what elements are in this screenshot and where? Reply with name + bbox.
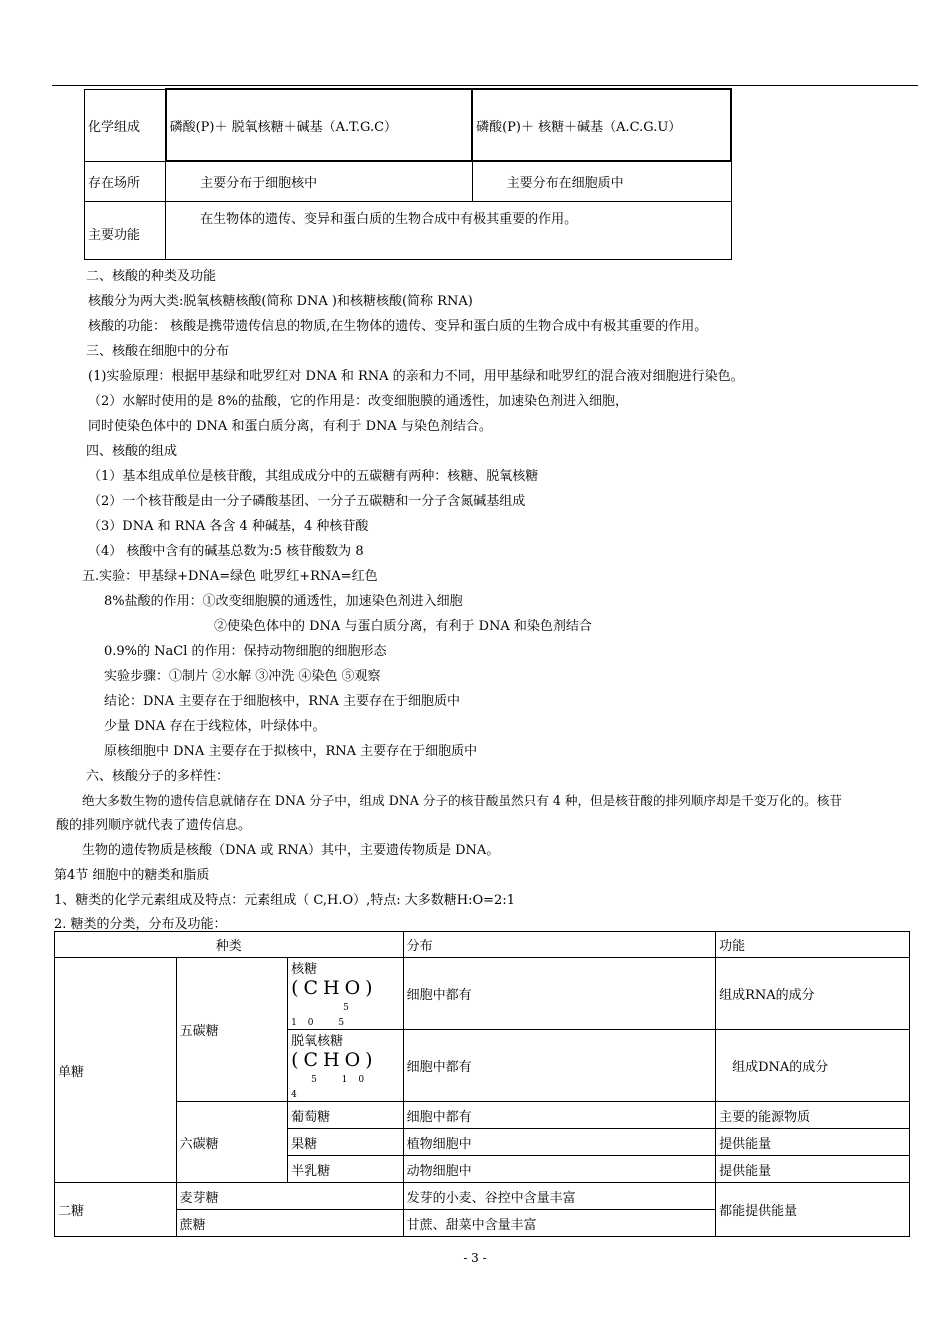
paragraph: 同时使染色体中的 DNA 和蛋白质分离，有利于 DNA 与染色剂结合。 [88, 419, 492, 434]
monosaccharide-label: 单糖 [55, 958, 177, 1183]
nucleic-acid-comparison-table [84, 88, 732, 260]
paragraph: 0.9%的 NaCl 的作用：保持动物细胞的细胞形态 [104, 644, 387, 659]
paragraph: （2）水解时使用的是 8%的盐酸，它的作用是：改变细胞膜的通透性，加速染色剂进入细胞， [88, 394, 629, 409]
paragraph: (1)实验原理：根据甲基绿和吡罗红对 DNA 和 RNA 的亲和力不同，用甲基绿和吡罗红的混合液对细胞进行染色。 [88, 369, 744, 384]
paragraph: 核酸的功能： 核酸是携带遗传信息的物质,在生物体的遗传、变异和蛋白质的生物合成中有极其重要的作用。 [88, 319, 708, 334]
rna-composition: 磷酸(P)＋ 核糖＋碱基（A.C.G.U） [472, 89, 731, 161]
paragraph: 绝大多数生物的遗传信息就储存在 DNA 分子中，组成 DNA 分子的核苷酸虽然只有 4 种，但是核苷酸的排列顺序却是千变万化的。核苷 [82, 793, 842, 808]
row-label: 主要功能 [85, 201, 166, 259]
disaccharide-label: 二糖 [55, 1183, 177, 1237]
fructose-name: 果糖 [288, 1129, 404, 1156]
section-heading: 三、核酸在细胞中的分布 [86, 344, 230, 359]
deoxyribose-distribution: 细胞中都有 [403, 1030, 715, 1102]
paragraph: 8%盐酸的作用：①改变细胞膜的通透性，加速染色剂进入细胞 [104, 594, 463, 609]
section-heading: 六、核酸分子的多样性： [86, 769, 230, 784]
paragraph: 实验步骤：①制片 ②水解 ③冲洗 ④染色 ⑤观察 [104, 669, 381, 684]
sucrose-distribution: 甘蔗、甜菜中含量丰富 [403, 1210, 715, 1237]
row-label: 化学组成 [85, 89, 166, 161]
paragraph: （2）一个核苷酸是由一分子磷酸基团、一分子五碳糖和一分子含氮碱基组成 [88, 494, 526, 509]
deoxyribose-function: 组成DNA的成分 [716, 1030, 910, 1102]
fructose-distribution: 植物细胞中 [403, 1129, 715, 1156]
ribose-name: 核糖 [291, 962, 318, 977]
header-rule [52, 85, 918, 86]
deoxyribose-formula: (CHO) [291, 1049, 378, 1071]
ribose-cell [288, 958, 404, 1030]
section-heading: 四、核酸的组成 [86, 444, 178, 459]
carbohydrate-table [54, 931, 910, 1237]
rna-location: 主要分布在细胞质中 [472, 161, 731, 201]
ribose-function: 组成RNA的成分 [716, 958, 910, 1030]
header-distribution: 分布 [403, 932, 715, 958]
maltose-distribution: 发芽的小麦、谷控中含量丰富 [403, 1183, 715, 1210]
paragraph: 酸的排列顺序就代表了遗传信息。 [56, 818, 252, 833]
fructose-function: 提供能量 [716, 1129, 910, 1156]
galactose-function: 提供能量 [716, 1156, 910, 1183]
section-heading: 五.实验：甲基绿+DNA=绿色 吡罗红+RNA=红色 [82, 569, 378, 584]
glucose-name: 葡萄糖 [288, 1102, 404, 1129]
paragraph: 1、糖类的化学元素组成及特点：元素组成（ C,H.O）,特点: 大多数糖H:O=2:1 [54, 893, 515, 908]
paragraph: ②使染色体中的 DNA 与蛋白质分离，有利于 DNA 和染色剂结合 [214, 619, 592, 634]
section-heading: 第4节 细胞中的糖类和脂质 [54, 868, 210, 883]
section-heading: 二、核酸的种类及功能 [86, 269, 217, 284]
pentose-label: 五碳糖 [176, 958, 288, 1102]
disaccharide-function: 都能提供能量 [716, 1183, 910, 1237]
paragraph: 生物的遗传物质是核酸（DNA 或 RNA）其中，主要遗传物质是 DNA。 [82, 843, 500, 858]
function-text: 在生物体的遗传、变异和蛋白质的生物合成中有极其重要的作用。 [166, 201, 731, 259]
paragraph: 结论：DNA 主要存在于细胞核中，RNA 主要存在于细胞质中 [104, 694, 461, 709]
paragraph: （4） 核酸中含有的碱基总数为:5 核苷酸数为 8 [88, 544, 364, 559]
ribose-distribution: 细胞中都有 [403, 958, 715, 1030]
paragraph: 核酸分为两大类:脱氧核糖核酸(简称 DNA )和核糖核酸(简称 RNA) [88, 294, 473, 309]
galactose-distribution: 动物细胞中 [403, 1156, 715, 1183]
header-function: 功能 [716, 932, 910, 958]
ribose-formula: (CHO) [291, 977, 378, 999]
dna-location: 主要分布于细胞核中 [166, 161, 473, 201]
deoxyribose-subscript: 5 10 4 [291, 1075, 376, 1100]
deoxyribose-cell [288, 1030, 404, 1102]
galactose-name: 半乳糖 [288, 1156, 404, 1183]
ribose-subscript: 5 10 5 [291, 1003, 360, 1028]
paragraph: （3）DNA 和 RNA 各含 4 种碱基，4 种核苷酸 [88, 519, 369, 534]
dna-composition: 磷酸(P)＋ 脱氧核糖＋碱基（A.T.G.C） [166, 89, 473, 161]
deoxyribose-name: 脱氧核糖 [291, 1034, 344, 1049]
row-label: 存在场所 [85, 161, 166, 201]
paragraph: 原核细胞中 DNA 主要存在于拟核中，RNA 主要存在于细胞质中 [104, 744, 478, 759]
paragraph: （1）基本组成单位是核苷酸，其组成成分中的五碳糖有两种：核糖、脱氧核糖 [88, 469, 539, 484]
maltose-name: 麦芽糖 [176, 1183, 403, 1210]
paragraph: 少量 DNA 存在于线粒体，叶绿体中。 [104, 719, 326, 734]
glucose-function: 主要的能源物质 [716, 1102, 910, 1129]
hexose-label: 六碳糖 [176, 1102, 288, 1183]
glucose-distribution: 细胞中都有 [403, 1102, 715, 1129]
sucrose-name: 蔗糖 [176, 1210, 403, 1237]
paragraph: 2. 糖类的分类，分布及功能： [54, 917, 227, 932]
header-type: 种类 [55, 932, 404, 958]
page-number: - 3 - [463, 1251, 487, 1265]
